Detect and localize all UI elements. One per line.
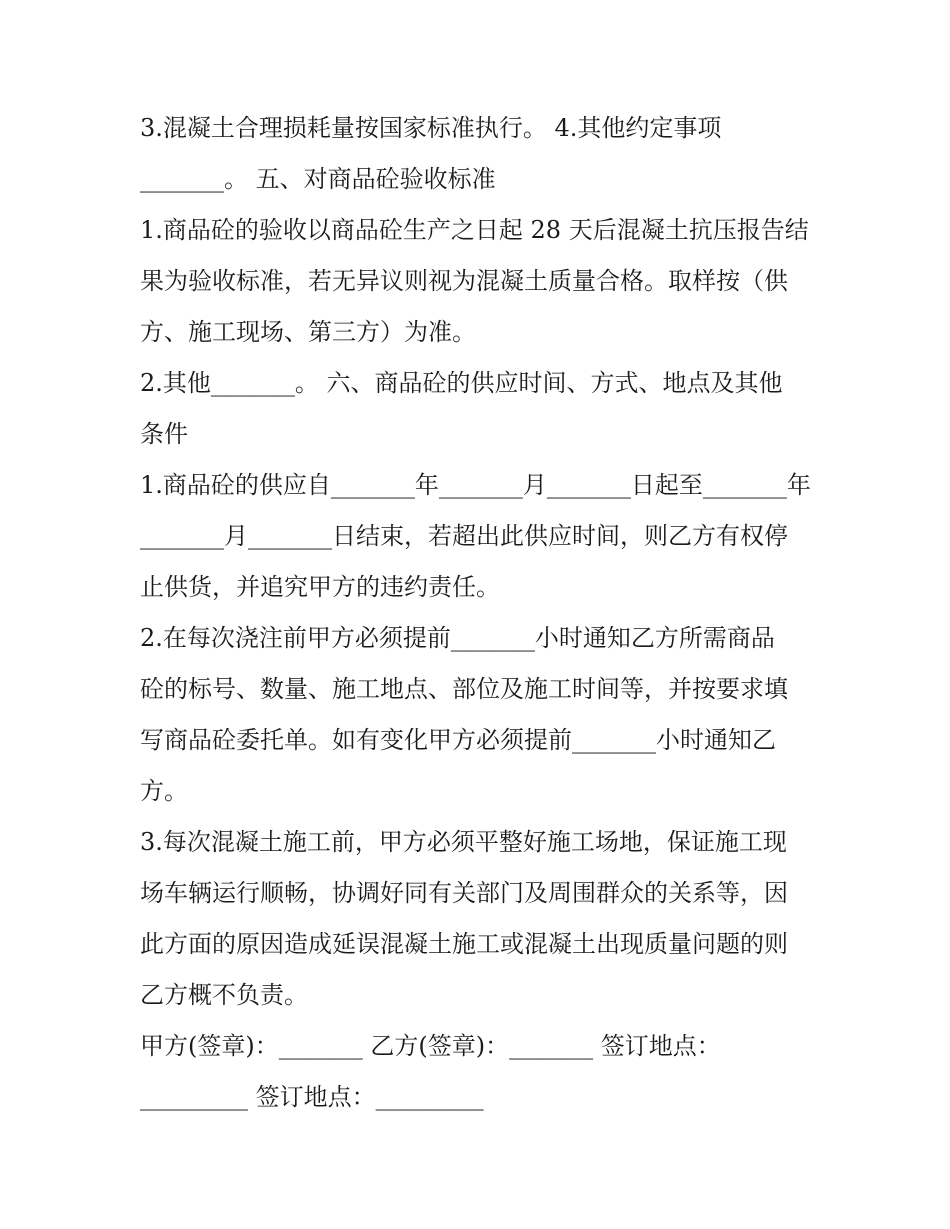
text-line: 3.混凝土合理损耗量按国家标准执行。 4.其他约定事项: [140, 114, 722, 142]
text-line: 方。: [140, 777, 188, 805]
signature-line: _________ 签订地点：_________: [140, 1083, 484, 1111]
text-line: 写商品砼委托单。如有变化甲方必须提前_______小时通知乙: [140, 726, 776, 754]
text-line: 砼的标号、数量、施工地点、部位及施工时间等，并按要求填: [140, 675, 788, 703]
text-line: 3.每次混凝土施工前，甲方必须平整好施工场地，保证施工现: [140, 828, 787, 856]
document-body: [140, 103, 820, 1123]
text-line: _______。 五、对商品砼验收标准: [140, 165, 496, 193]
text-line: 止供货，并追究甲方的违约责任。: [140, 573, 500, 601]
text-line: 2.其他_______。 六、商品砼的供应时间、方式、地点及其他: [140, 369, 783, 397]
text-line: 此方面的原因造成延误混凝土施工或混凝土出现质量问题的则: [140, 930, 788, 958]
text-line: 乙方概不负责。: [140, 981, 308, 1009]
text-line: 条件: [140, 420, 188, 448]
text-line: 2.在每次浇注前甲方必须提前_______小时通知乙方所需商品: [140, 624, 775, 652]
text-line: _______月_______日结束，若超出此供应时间，则乙方有权停: [140, 522, 788, 550]
text-line: 1.商品砼的验收以商品砼生产之日起 28 天后混凝土抗压报告结: [140, 216, 809, 244]
text-line: 方、施工现场、第三方）为准。: [140, 318, 476, 346]
signature-line: 甲方(签章)：_______ 乙方(签章)：_______ 签订地点：: [140, 1032, 721, 1060]
text-line: 果为验收标准，若无异议则视为混凝土质量合格。取样按（供: [140, 267, 788, 295]
text-line: 场车辆运行顺畅，协调好同有关部门及周围群众的关系等，因: [140, 879, 788, 907]
text-line: 1.商品砼的供应自_______年_______月_______日起至_______年: [140, 471, 811, 499]
